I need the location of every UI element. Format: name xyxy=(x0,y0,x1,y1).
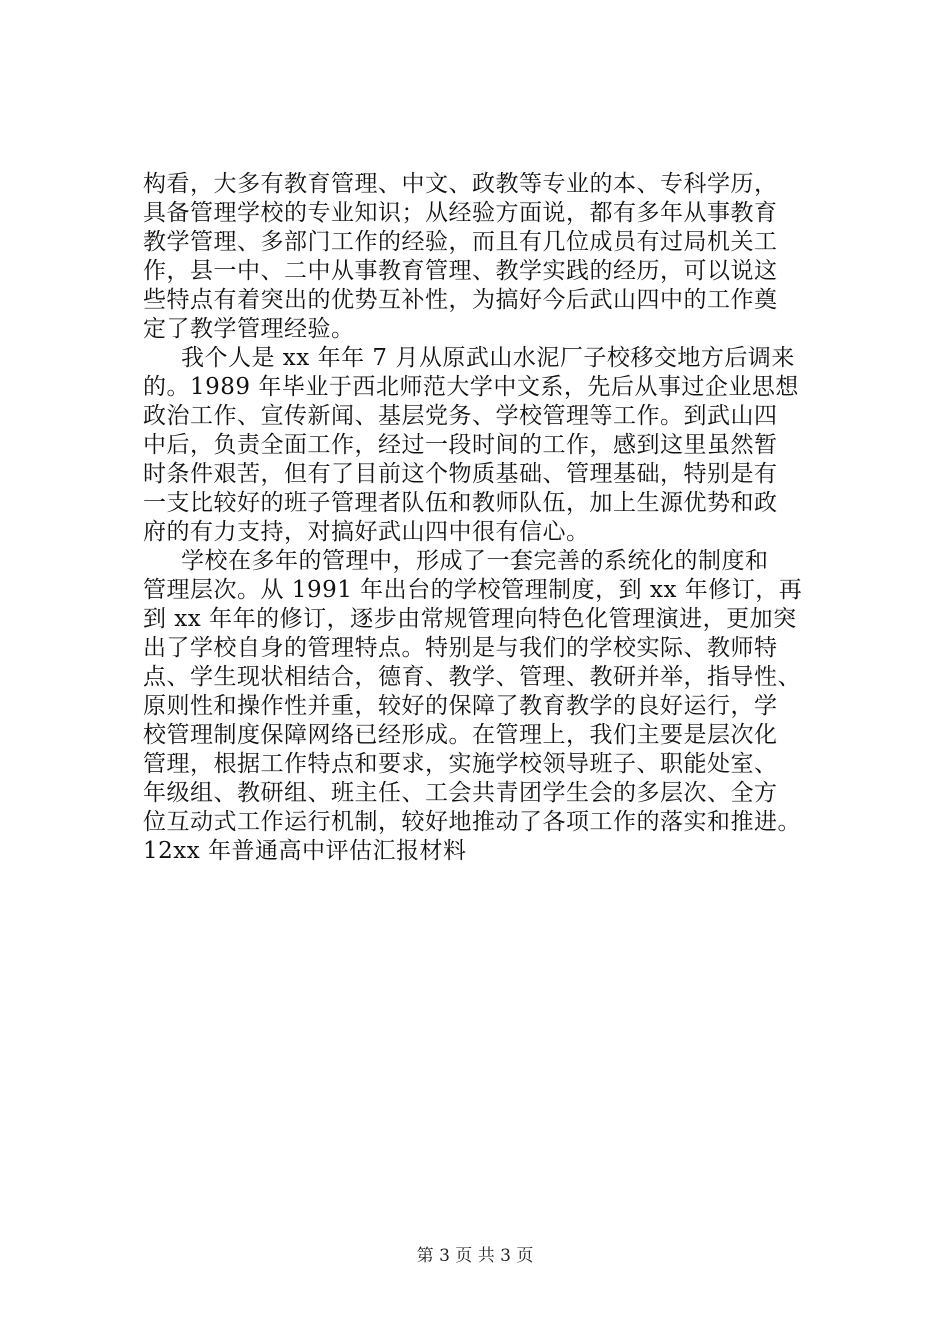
text-line: 我个人是 xx 年年 7 月从原武山水泥厂子校移交地方后调来 xyxy=(181,345,795,371)
text-line: 中后，负责全面工作，经过一段时间的工作，感到这里虽然暂 xyxy=(143,432,778,458)
text-line: 教学管理、多部门工作的经验，而且有几位成员有过局机关工 xyxy=(143,229,778,255)
text-line: 学校在多年的管理中，形成了一套完善的系统化的制度和 xyxy=(181,548,769,574)
text-line: 出了学校自身的管理特点。特别是与我们的学校实际、教师特 xyxy=(143,635,778,661)
text-line: 一支比较好的班子管理者队伍和教师队伍，加上生源优势和政 xyxy=(143,490,778,516)
text-line: 12xx 年普通高中评估汇报材料 xyxy=(143,838,467,864)
text-line: 点、学生现状相结合，德育、教学、管理、教研并举，指导性、 xyxy=(143,664,801,690)
text-line: 校管理制度保障网络已经形成。在管理上，我们主要是层次化 xyxy=(143,722,778,748)
text-line: 管理，根据工作特点和要求，实施学校领导班子、职能处室、 xyxy=(143,751,778,777)
text-line: 定了教学管理经验。 xyxy=(143,316,355,342)
text-line: 作，县一中、二中从事教育管理、教学实践的经历，可以说这 xyxy=(143,258,778,284)
text-line: 管理层次。从 1991 年出台的学校管理制度，到 xx 年修订，再 xyxy=(143,577,803,603)
text-line: 具备管理学校的专业知识；从经验方面说，都有多年从事教育 xyxy=(143,200,778,226)
text-line: 原则性和操作性并重，较好的保障了教育教学的良好运行，学 xyxy=(143,693,778,719)
text-line: 构看，大多有教育管理、中文、政教等专业的本、专科学历， xyxy=(143,171,778,197)
text-line: 府的有力支持，对搞好武山四中很有信心。 xyxy=(143,519,590,545)
text-line: 到 xx 年年的修订，逐步由常规管理向特色化管理演进，更加突 xyxy=(143,606,797,632)
page-footer: 第 3 页 共 3 页 xyxy=(416,1246,534,1266)
text-line: 政治工作、宣传新闻、基层党务、学校管理等工作。到武山四 xyxy=(143,403,778,429)
text-line: 些特点有着突出的优势互补性，为搞好今后武山四中的工作奠 xyxy=(143,287,778,313)
text-line: 时条件艰苦，但有了目前这个物质基础、管理基础，特别是有 xyxy=(143,461,778,487)
document-body xyxy=(143,170,851,866)
text-line: 的。1989 年毕业于西北师范大学中文系，先后从事过企业思想 xyxy=(143,374,799,400)
text-line: 年级组、教研组、班主任、工会共青团学生会的多层次、全方 xyxy=(143,780,778,806)
text-line: 位互动式工作运行机制，较好地推动了各项工作的落实和推进。 xyxy=(143,809,801,835)
